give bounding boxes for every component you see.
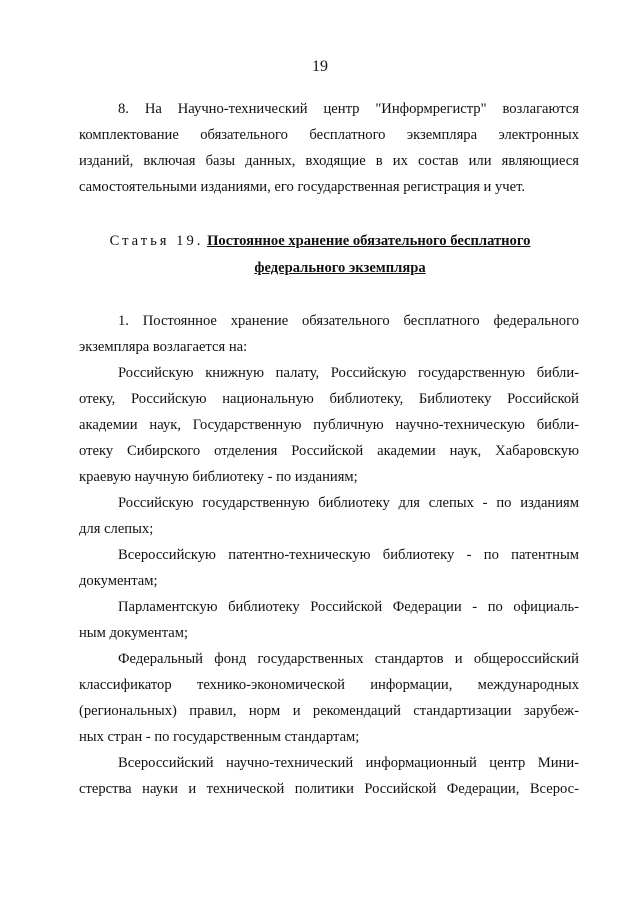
paragraph-line: Всероссийскую патентно-техническую библиотеку - по патентным	[118, 547, 579, 563]
paragraph-line: Федеральный фонд государственных стандартов и общероссийский	[118, 651, 579, 667]
paragraph-line: для слепых;	[79, 521, 154, 537]
paragraph-line: ным документам;	[79, 625, 189, 641]
article-heading-cont	[0, 255, 640, 281]
paragraph-standards	[79, 646, 579, 750]
paragraph-line: комплектование обязательного бесплатного экземпляра электронных	[79, 127, 579, 143]
paragraph-line: самостоятельными изданиями, его государственная регистрация и учет.	[79, 179, 526, 195]
paragraph-blind	[79, 490, 579, 542]
paragraph-1	[79, 308, 579, 360]
paragraph-line: документам;	[79, 573, 158, 589]
paragraph-line: отеку Сибирского отделения Российской академии наук, Хабаровскую	[79, 443, 579, 459]
paragraph-line: отеку, Российскую национальную библиотеку, Библиотеку Российской	[79, 391, 579, 407]
article-title-line-2: федерального экземпляра	[254, 260, 426, 276]
paragraph-parliament	[79, 594, 579, 646]
paragraph-line: экземпляра возлагается на:	[79, 339, 248, 355]
paragraph-line: краевую научную библиотеку - по изданиям;	[79, 469, 358, 485]
paragraph-8	[79, 96, 579, 200]
page-number: 19	[312, 58, 328, 75]
paragraph-line: ных стран - по государственным стандартам;	[79, 729, 360, 745]
paragraph-line: 8. На Научно-технический центр "Информрегистр" возлагаются	[118, 101, 579, 117]
paragraph-patent	[79, 542, 579, 594]
article-title-line-1: Постоянное хранение обязательного бесплатного	[207, 233, 531, 249]
paragraph-line: классификатор технико-экономической информации, международных	[79, 677, 579, 693]
paragraph-chamber	[79, 360, 579, 490]
paragraph-line: 1. Постоянное хранение обязательного бесплатного федерального	[118, 313, 579, 329]
paragraph-line: стерства науки и технической политики Российской Федерации, Всерос-	[79, 781, 579, 797]
paragraph-line: (региональных) правил, норм и рекомендаций стандартизации зарубеж-	[79, 703, 579, 719]
paragraph-line: академии наук, Государственную публичную научно-техническую библи-	[79, 417, 579, 433]
article-label: Статья 19.	[109, 233, 204, 249]
paragraph-line: изданий, включая базы данных, входящие в их состав или являющиеся	[79, 153, 579, 169]
paragraph-line: Российскую государственную библиотеку для слепых - по изданиям	[118, 495, 579, 511]
paragraph-center	[79, 750, 579, 802]
paragraph-line: Парламентскую библиотеку Российской Федерации - по официаль-	[118, 599, 579, 615]
paragraph-line: Всероссийский научно-технический информационный центр Мини-	[118, 755, 579, 771]
paragraph-line: Российскую книжную палату, Российскую государственную библи-	[118, 365, 579, 381]
article-heading	[0, 228, 640, 254]
